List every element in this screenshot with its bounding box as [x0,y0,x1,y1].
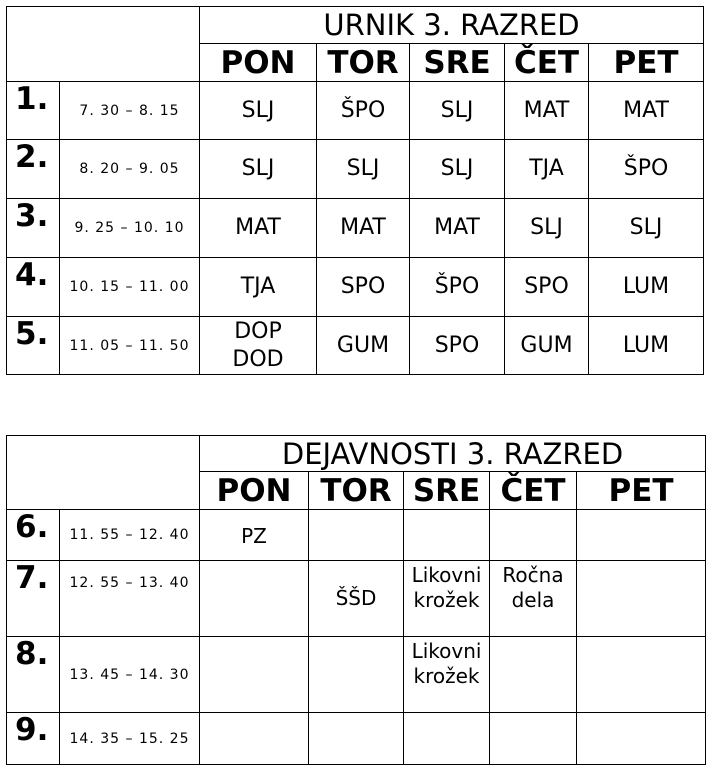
subject-cell: TJA [200,258,317,317]
activities-row [7,561,706,637]
activity-cell [577,561,706,637]
activity-cell [200,637,309,713]
subject-cell: LUM [589,317,704,375]
activity-cell: ŠŠD [309,561,404,637]
period-time: 10. 15 – 11. 00 [60,258,200,317]
activity-cell [309,510,404,561]
subject-cell: SLJ [200,140,317,199]
period-number: 9. [7,713,60,765]
activity-cell [404,713,490,765]
subject-cell: MAT [200,199,317,258]
schedule-title: URNIK 3. RAZRED [200,7,704,44]
schedule-row [7,317,704,375]
activities-title: DEJAVNOSTI 3. RAZRED [200,436,706,472]
schedule-day-header: PET [589,44,704,82]
activity-cell [577,713,706,765]
activity-cell: Likovni krožek [404,561,490,637]
subject-cell: ŠPO [317,82,410,140]
subject-cell: SPO [505,258,589,317]
subject-cell: TJA [505,140,589,199]
schedule-day-header: PON [200,44,317,82]
subject-cell: SPO [410,317,505,375]
period-time: 12. 55 – 13. 40 [60,561,200,637]
subject-cell: SLJ [200,82,317,140]
subject-cell: SPO [317,258,410,317]
schedule-day-header: TOR [317,44,410,82]
period-time: 13. 45 – 14. 30 [60,637,200,713]
subject-cell: LUM [589,258,704,317]
subject-cell: DOP DOD [200,317,317,375]
schedule-row [7,82,704,140]
period-number: 8. [7,637,60,713]
activity-cell [577,510,706,561]
period-time: 8. 20 – 9. 05 [60,140,200,199]
subject-cell: MAT [317,199,410,258]
activity-cell [309,637,404,713]
period-time: 14. 35 – 15. 25 [60,713,200,765]
period-number: 4. [7,258,60,317]
period-number: 1. [7,82,60,140]
subject-cell: MAT [589,82,704,140]
subject-cell: GUM [317,317,410,375]
period-time: 9. 25 – 10. 10 [60,199,200,258]
activity-cell [404,510,490,561]
period-time: 7. 30 – 8. 15 [60,82,200,140]
activities-row [7,713,706,765]
schedule-row [7,258,704,317]
subject-cell: SLJ [410,82,505,140]
activity-cell [200,561,309,637]
subject-cell: SLJ [505,199,589,258]
subject-cell: SLJ [589,199,704,258]
schedule-day-header: SRE [410,44,505,82]
period-number: 7. [7,561,60,637]
subject-cell: ŠPO [589,140,704,199]
subject-cell: MAT [410,199,505,258]
subject-cell: SLJ [317,140,410,199]
schedule-table [6,6,704,375]
subject-cell: ŠPO [410,258,505,317]
activity-cell [490,637,577,713]
subject-cell: GUM [505,317,589,375]
activities-row [7,637,706,713]
schedule-row [7,140,704,199]
activities-row [7,510,706,561]
activity-cell: Ročna dela [490,561,577,637]
activities-day-header: SRE [404,472,490,510]
activity-cell: Likovni krožek [404,637,490,713]
activities-day-header: TOR [309,472,404,510]
activities-table [6,435,706,765]
activity-cell [309,713,404,765]
period-number: 5. [7,317,60,375]
period-time: 11. 55 – 12. 40 [60,510,200,561]
schedule-row [7,199,704,258]
period-number: 6. [7,510,60,561]
activities-day-header: PON [200,472,309,510]
activities-day-header: PET [577,472,706,510]
period-time: 11. 05 – 11. 50 [60,317,200,375]
activities-corner-cell [7,436,200,510]
activities-day-header: ČET [490,472,577,510]
schedule-corner-cell [7,7,200,82]
period-number: 3. [7,199,60,258]
activity-cell [200,713,309,765]
activity-cell: PZ [200,510,309,561]
subject-cell: SLJ [410,140,505,199]
period-number: 2. [7,140,60,199]
subject-cell: MAT [505,82,589,140]
activity-cell [490,510,577,561]
activity-cell [490,713,577,765]
activity-cell [577,637,706,713]
schedule-day-header: ČET [505,44,589,82]
